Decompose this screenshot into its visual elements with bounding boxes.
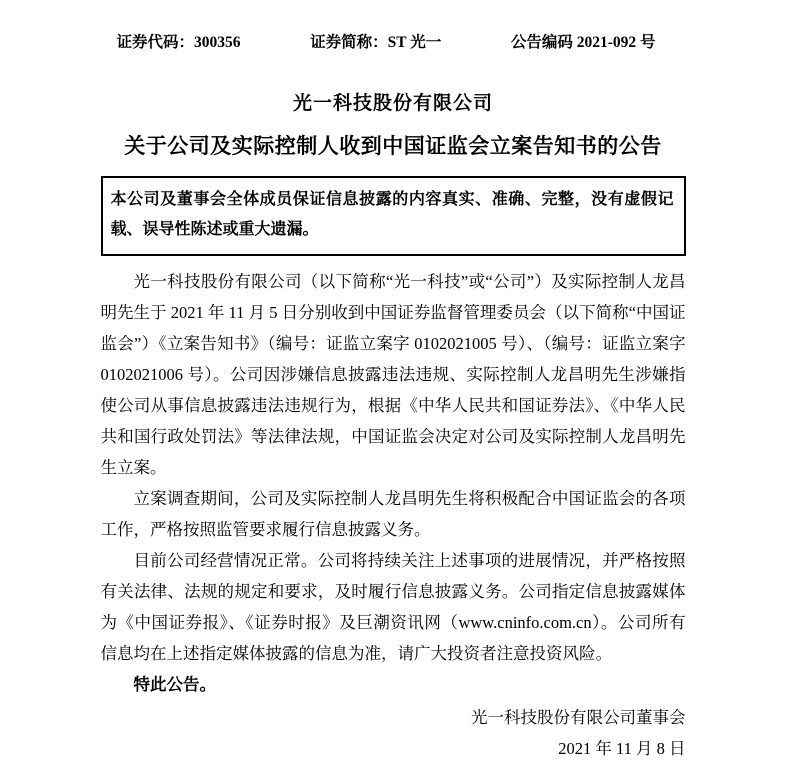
signature-block [101, 702, 686, 764]
company-title: 光一科技股份有限公司 [292, 93, 493, 114]
stock-code-field [117, 30, 241, 52]
announcement-number-label: 公告编码 [510, 34, 577, 51]
announcement-number-field [511, 30, 656, 52]
document-header [101, 30, 686, 52]
stock-name-value: ST 光一 [387, 34, 442, 51]
stock-name-label: 证券简称： [310, 34, 388, 51]
announcement-title: 关于公司及实际控制人收到中国证监会立案告知书的公告 [124, 134, 662, 158]
body-paragraph-3: 目前公司经营情况正常。公司将持续关注上述事项的进展情况，并严格按照有关法律、法规的规定和要求，及时履行信息披露义务。公司指定信息披露媒体为《中国证券报》、《证券时报》及巨潮资讯网（www.cninfo.com.cn）。公司所有信息均在上述指定媒体披露的信息为准，请广大投资者注意投资风险。 [100, 551, 686, 663]
stock-code-value: 300356 [194, 34, 241, 51]
signature-date: 2021 年 11 月 8 日 [558, 739, 686, 758]
body-paragraph-2: 立案调查期间，公司及实际控制人龙昌明先生将积极配合中国证监会的各项工作，严格按照监管要求履行信息披露义务。 [100, 489, 686, 539]
announcement-number-value: 2021-092 号 [576, 34, 656, 51]
body-paragraph-1: 光一科技股份有限公司（以下简称“光一科技”或“公司”）及实际控制人龙昌明先生于 2021 年 11 月 5 日分别收到中国证券监督管理委员会（以下简称“中国证监会”）《立案告知书》（编号：证监立案字 0102021005 号）、（编号：证监立案字 0102021006 号）。公司因涉嫌信息披露违法违规、实际控制人龙昌明先生涉嫌指使公司从事信息披露违法违规行为，根据《中华人民共和国证券法》、《中华人民共和国行政处罚法》等法律法规，中国证监会决定对公司及实际控制人龙昌明先生立案。 [100, 272, 686, 477]
disclaimer-box: 本公司及董事会全体成员保证信息披露的内容真实、准确、完整，没有虚假记载、误导性陈述或重大遗漏。 [101, 176, 686, 256]
announcement-document [101, 0, 686, 764]
stock-code-label: 证券代码： [116, 34, 195, 51]
closing-statement: 特此公告。 [133, 675, 216, 694]
signature-company: 光一科技股份有限公司董事会 [471, 708, 686, 727]
stock-name-field [310, 30, 441, 52]
announcement-body [101, 266, 686, 700]
